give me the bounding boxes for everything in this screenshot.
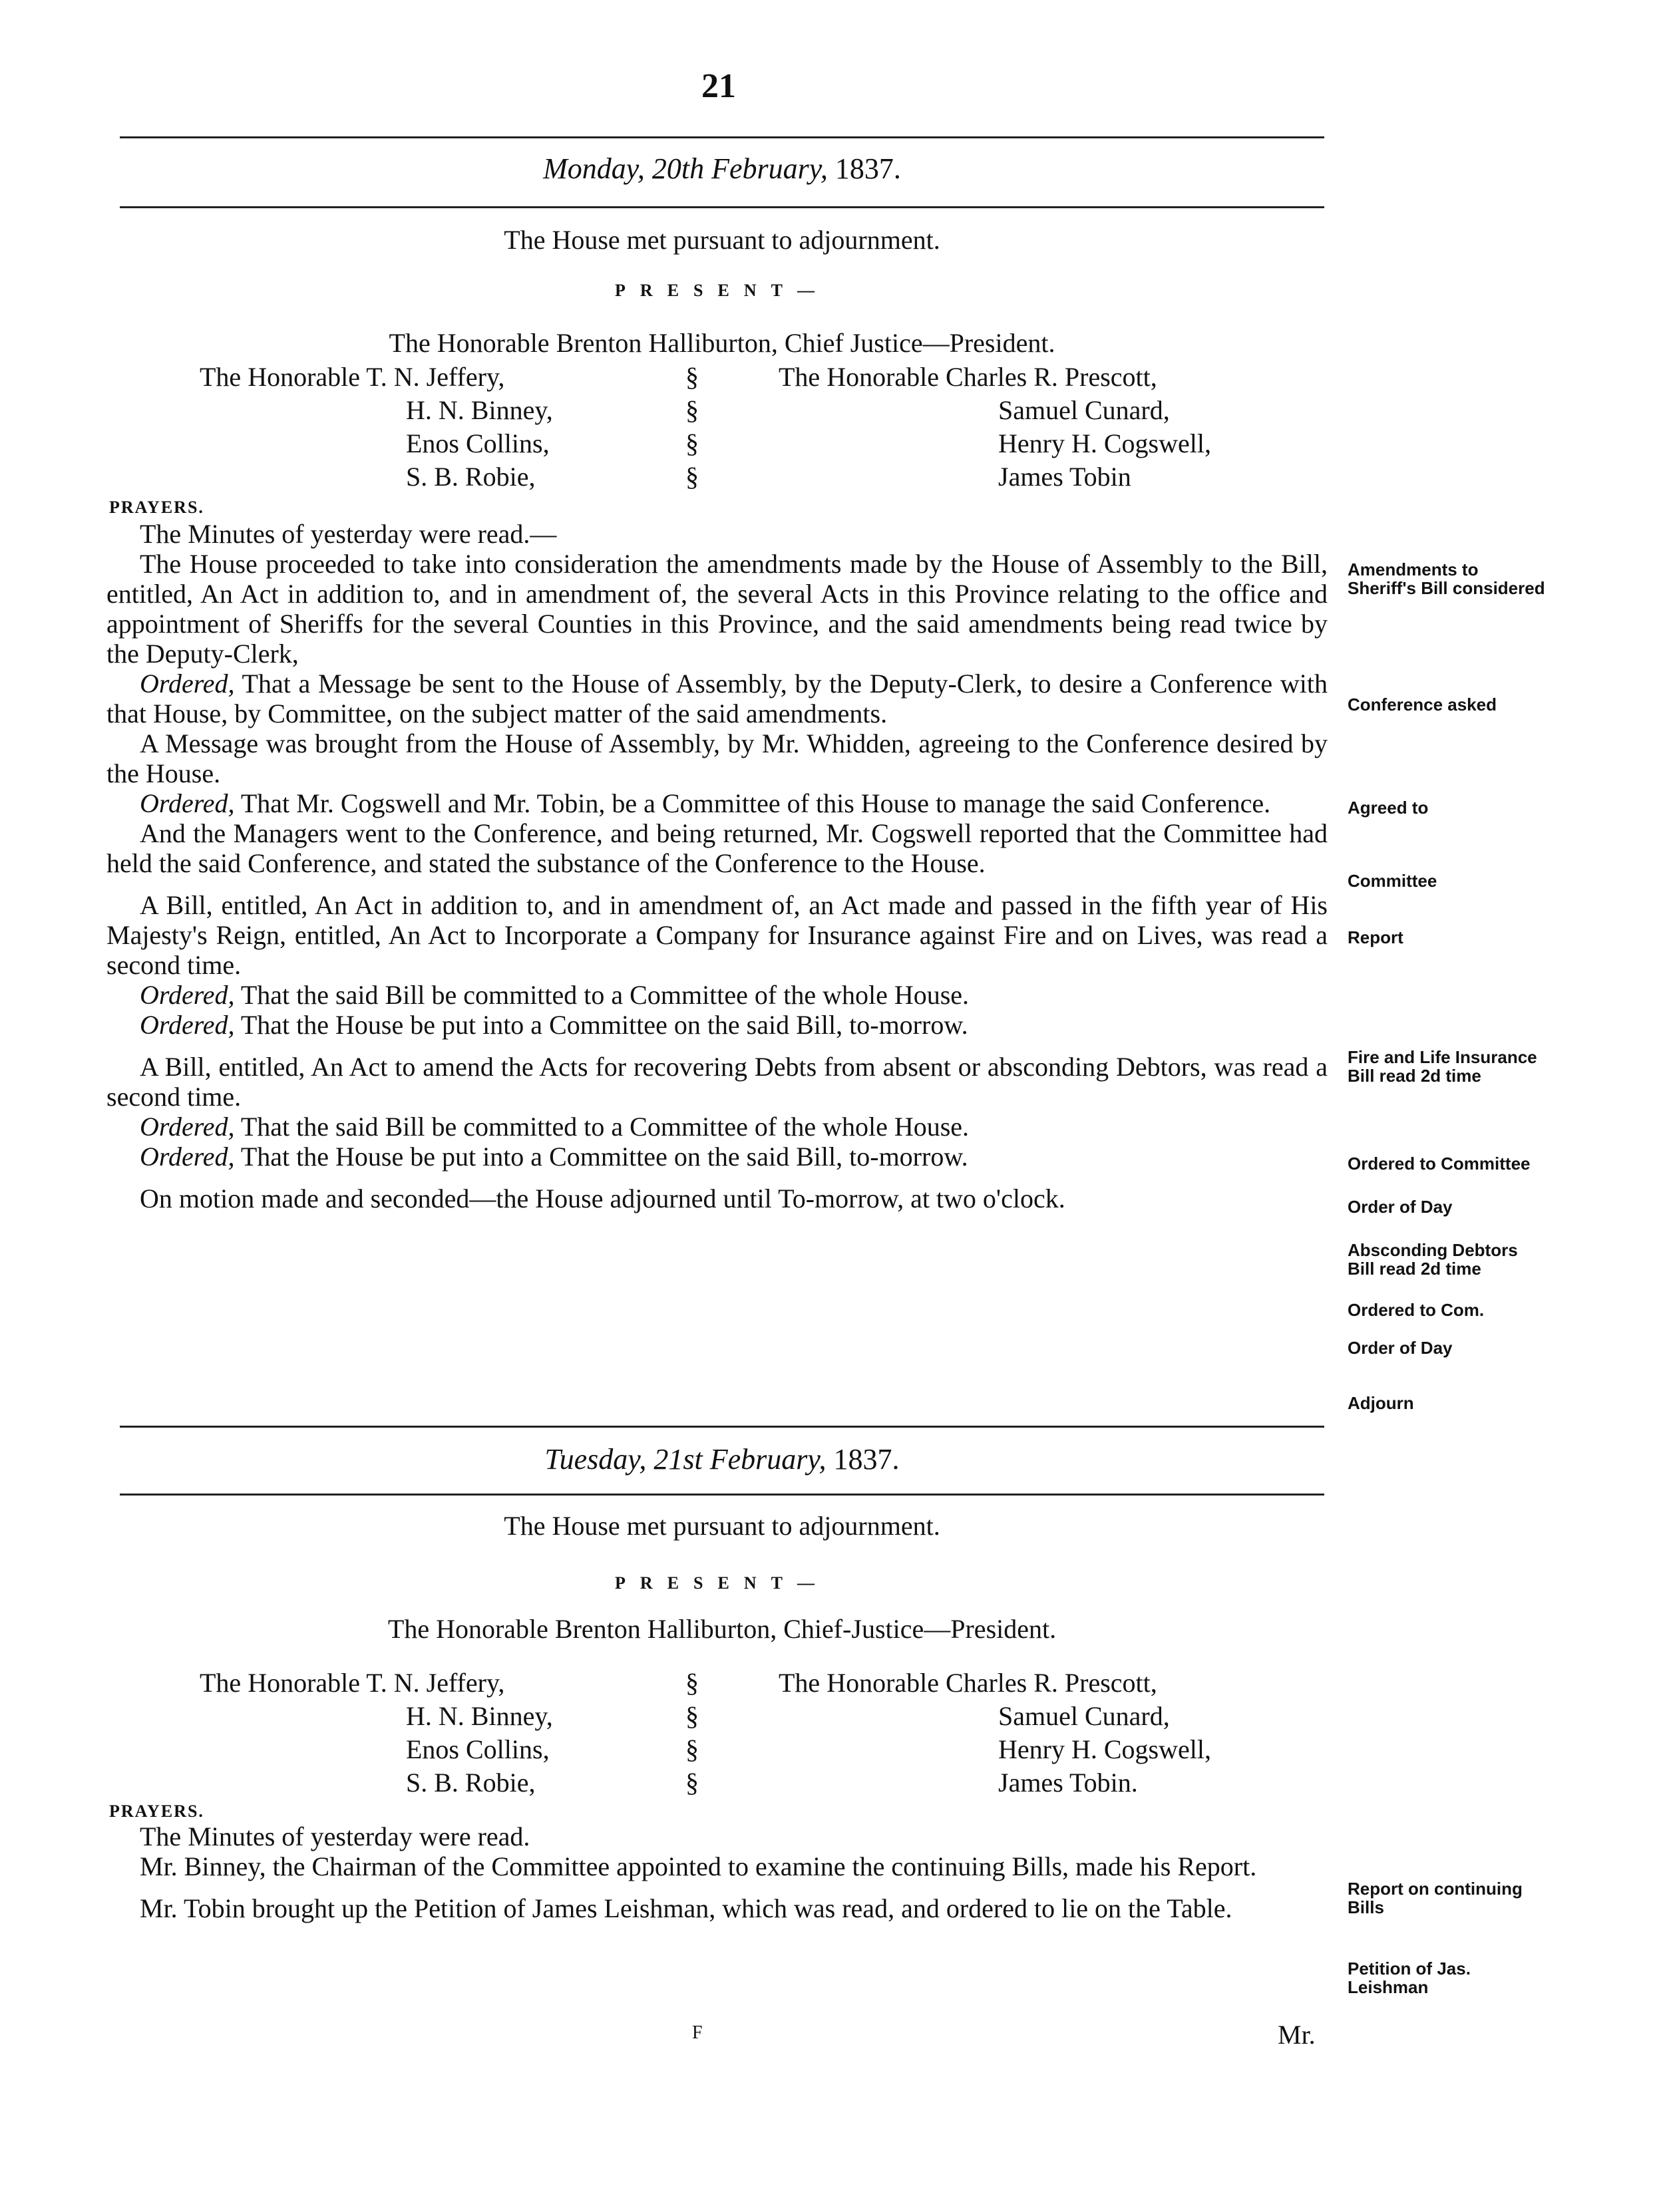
president-line: The Honorable Brenton Halliburton, Chief Justice—President. — [389, 328, 1055, 358]
date-main: 21st February, — [653, 1443, 827, 1476]
member-name: Henry H. Cogswell, — [998, 428, 1211, 458]
section-mark: § — [685, 1668, 699, 1698]
present-label: PRESENT— — [615, 1573, 829, 1593]
margin-note: Ordered to Com. — [1348, 1300, 1485, 1320]
paragraph: Ordered, That Mr. Cogswell and Mr. Tobin, be a Committee of this House to manage the said Conference. — [140, 788, 1271, 818]
paragraph: Ordered, That the said Bill be committed to a Committee of the whole House. — [140, 1112, 970, 1142]
margin-note: Absconding Debtors Bill read 2d time — [1348, 1240, 1518, 1279]
proceedings-day2 — [106, 1821, 1328, 1923]
paragraph: A Bill, entitled, An Act to amend the Acts for recovering Debts from absent or absconding Debtors, was read a second time. — [106, 1052, 1328, 1112]
margin-note: Ordered to Committee — [1348, 1154, 1531, 1174]
paragraph: On motion made and seconded—the House adjourned until To-morrow, at two o'clock. — [140, 1184, 1065, 1213]
margin-note: Amendments to Sheriff's Bill considered — [1348, 559, 1545, 598]
member-name: Enos Collins, — [406, 1734, 550, 1764]
members-right-day2 — [779, 1666, 1338, 1800]
date-year: 1837. — [833, 1443, 900, 1476]
members-right-day1 — [779, 361, 1338, 494]
member-name: Samuel Cunard, — [998, 395, 1170, 425]
opening-line: The House met pursuant to adjournment. — [504, 225, 940, 255]
section-mark: § — [685, 1768, 699, 1798]
section-marks — [685, 1666, 712, 1800]
paragraph: The House proceeded to take into consideration the amendments made by the House of Assembly to the Bill, entitled, An Act in addition to, and in amendment of, the several Acts in this Province relating to the office and appointment of Sheriffs for the several Counties in this Province, and the said amendments being read twice by the Deputy-Clerk, — [106, 549, 1328, 669]
member-name: Henry H. Cogswell, — [998, 1734, 1211, 1764]
present-label: PRESENT— — [615, 281, 829, 300]
date-main: 20th February, — [651, 152, 828, 185]
prayers-label: PRAYERS. — [109, 1802, 204, 1821]
margin-note: Adjourn — [1348, 1393, 1414, 1413]
paragraph: The Minutes of yesterday were read.— — [140, 519, 557, 549]
section-mark: § — [685, 428, 699, 458]
paragraph: Mr. Binney, the Chairman of the Committee appointed to examine the continuing Bills, made his Report. — [140, 1851, 1257, 1881]
date-heading-day1 — [120, 152, 1324, 186]
section-mark: § — [685, 1701, 699, 1731]
member-name: Enos Collins, — [406, 428, 550, 458]
paragraph: Ordered, That the said Bill be committed to a Committee of the whole House. — [140, 980, 970, 1010]
page-number: 21 — [701, 67, 736, 105]
margin-note: Petition of Jas. Leishman — [1348, 1959, 1471, 1997]
member-name: S. B. Robie, — [406, 462, 536, 492]
margin-note: Report — [1348, 927, 1403, 947]
paragraph: A Message was brought from the House of Assembly, by Mr. Whidden, agreeing to the Conference desired by the House. — [106, 728, 1328, 788]
paragraph: Ordered, That the House be put into a Committee on the said Bill, to-morrow. — [140, 1010, 968, 1040]
member-name: H. N. Binney, — [406, 1701, 553, 1731]
members-left-day2 — [200, 1666, 679, 1800]
section-mark: § — [685, 362, 699, 392]
member-name: H. N. Binney, — [406, 395, 553, 425]
margin-note: Report on continuing Bills — [1348, 1879, 1523, 1917]
paragraph: A Bill, entitled, An Act in addition to, and in amendment of, an Act made and passed in the fifth year of His Majesty's Reign, entitled, An Act to Incorporate a Company for Insurance against Fire and on Lives, was read a second time. — [106, 890, 1328, 980]
date-day: Monday, — [543, 152, 645, 185]
catchword: Mr. — [1278, 2020, 1316, 2050]
president-line: The Honorable Brenton Halliburton, Chief-Justice—President. — [387, 1614, 1057, 1644]
member-name: The Honorable T. N. Jeffery, — [200, 1668, 505, 1698]
prayers-label: PRAYERS. — [109, 498, 204, 517]
header-rule — [120, 136, 1324, 138]
section-mark: § — [685, 462, 699, 492]
paragraph: Mr. Tobin brought up the Petition of James Leishman, which was read, and ordered to lie on the Table. — [140, 1893, 1232, 1923]
member-name: James Tobin — [998, 462, 1131, 492]
header-rule — [120, 1426, 1324, 1428]
paragraph: Ordered, That the House be put into a Committee on the said Bill, to-morrow. — [140, 1142, 968, 1172]
date-day: Tuesday, — [544, 1443, 647, 1476]
date-year: 1837. — [834, 152, 901, 185]
member-name: The Honorable Charles R. Prescott, — [779, 362, 1157, 392]
section-mark: § — [685, 395, 699, 425]
header-rule — [120, 206, 1324, 208]
margin-note: Committee — [1348, 871, 1437, 891]
member-name: James Tobin. — [998, 1768, 1138, 1798]
paragraph: Ordered, That a Message be sent to the House of Assembly, by the Deputy-Clerk, to desire a Conference with that House, by Committee, on the subject matter of the said amendments. — [106, 669, 1328, 728]
paragraph: And the Managers went to the Conference, and being returned, Mr. Cogswell reported that the Committee had held the said Conference, and stated the substance of the Conference to the House. — [106, 818, 1328, 878]
proceedings-day1 — [106, 519, 1328, 1213]
margin-note: Order of Day — [1348, 1338, 1453, 1358]
section-mark: § — [685, 1734, 699, 1764]
margin-note: Conference asked — [1348, 695, 1497, 714]
signature-mark: F — [692, 2022, 703, 2043]
margin-note: Order of Day — [1348, 1197, 1453, 1217]
member-name: S. B. Robie, — [406, 1768, 536, 1798]
margin-note: Agreed to — [1348, 798, 1429, 818]
member-name: The Honorable Charles R. Prescott, — [779, 1668, 1157, 1698]
margin-note: Fire and Life Insurance Bill read 2d time — [1348, 1047, 1537, 1086]
opening-line: The House met pursuant to adjournment. — [504, 1511, 940, 1541]
date-heading-day2 — [120, 1442, 1324, 1476]
section-marks — [685, 361, 712, 494]
header-rule — [120, 1494, 1324, 1496]
member-name: Samuel Cunard, — [998, 1701, 1170, 1731]
member-name: The Honorable T. N. Jeffery, — [200, 362, 505, 392]
paragraph: The Minutes of yesterday were read. — [140, 1821, 530, 1851]
members-left-day1 — [200, 361, 679, 494]
